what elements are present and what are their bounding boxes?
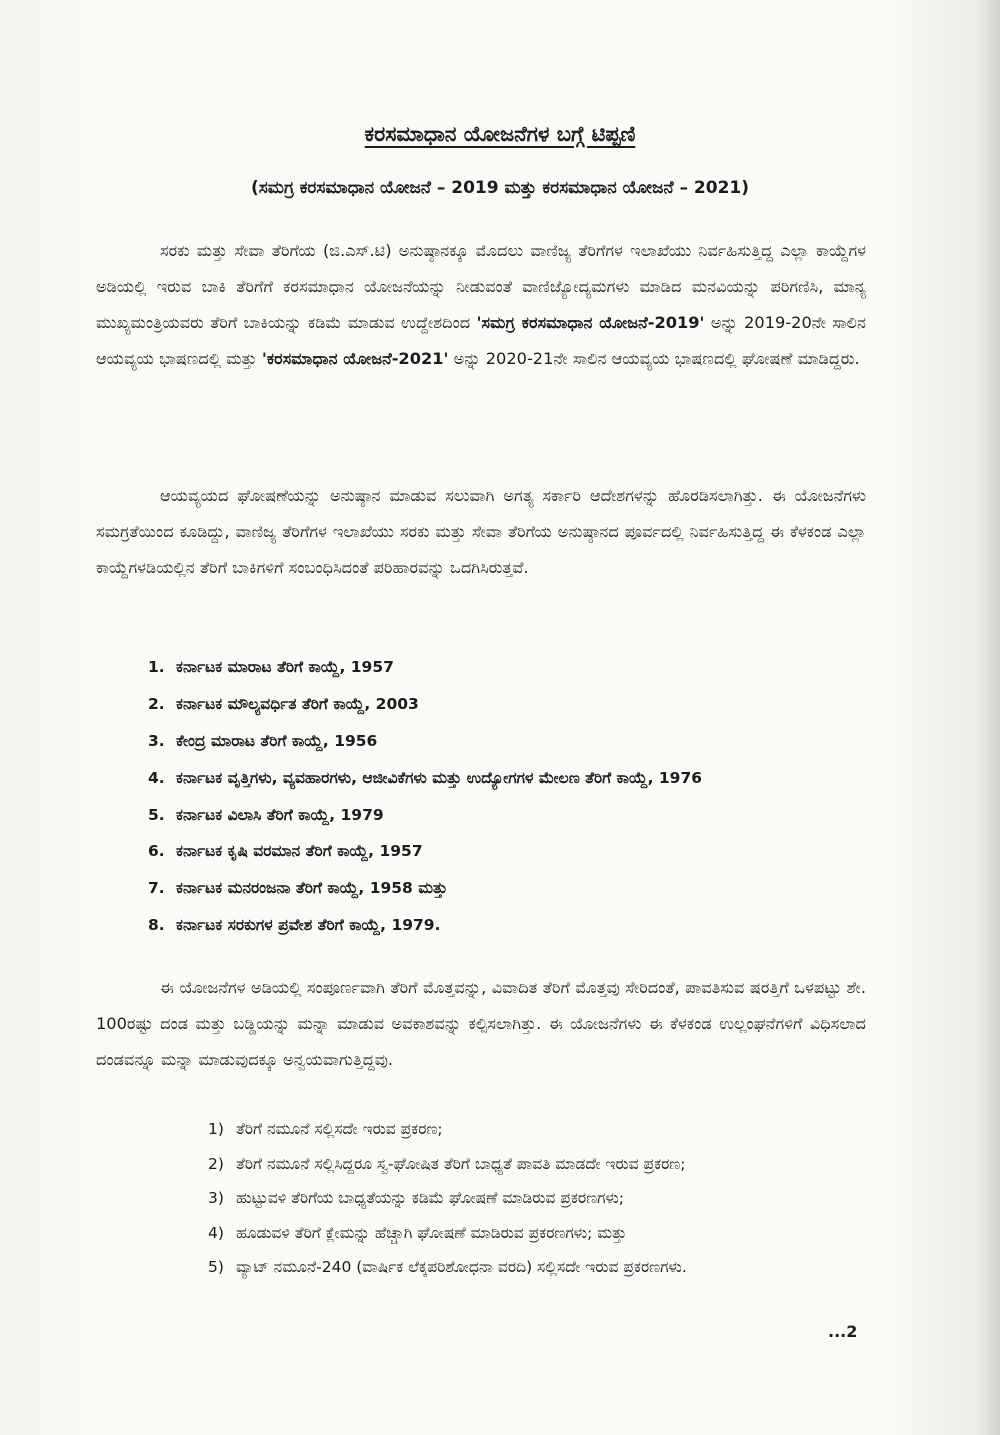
- list-item-text: ಹೂಡುವಳಿ ತೆರಿಗೆ ಕ್ಲೇಮನ್ನು ಹೆಚ್ಚಾಗಿ ಘೋಷಣೆ ಮಾಡಿರುವ ಪ್ರಕರಣಗಳು; ಮತ್ತು: [236, 1223, 627, 1242]
- list-item: [148, 879, 908, 916]
- paragraph-intro-part-b: ಅನ್ನು 2019-20ನೇ ಸಾಲಿನ ಆಯವ್ಯಯ ಭಾಷಣದಲ್ಲಿ ಮತ್ತು: [96, 313, 866, 368]
- list-item: [208, 1120, 908, 1155]
- paragraph-waiver: [96, 970, 866, 1078]
- list-item: [208, 1155, 908, 1190]
- list-item-number: 4.: [148, 768, 165, 787]
- list-item-number: 5.: [148, 805, 165, 824]
- paragraph-orders: [96, 478, 866, 586]
- list-item-number: 8.: [148, 916, 165, 935]
- list-item-number: 7.: [148, 879, 165, 898]
- scheme-name-2019: 'ಸಮಗ್ರ ಕರಸಮಾಧಾನ ಯೋಜನೆ-2019': [476, 313, 705, 332]
- page-edge-shadow: [978, 0, 1000, 1435]
- list-item-text: ಕರ್ನಾಟಕ ಕೃಷಿ ವರಮಾನ ತೆರಿಗೆ ಕಾಯ್ದೆ, 1957: [176, 842, 423, 861]
- list-item-text: ಕರ್ನಾಟಕ ಸರಕುಗಳ ಪ್ರವೇಶ ತೆರಿಗೆ ಕಾಯ್ದೆ, 1979.: [176, 916, 441, 935]
- list-item-text: ತೆರಿಗೆ ನಮೂನೆ ಸಲ್ಲಿಸಿದ್ದರೂ ಸ್ವ-ಘೋಷಿತ ತೆರಿಗೆ ಬಾಧ್ಯತೆ ಪಾವತಿ ಮಾಡದೇ ಇರುವ ಪ್ರಕರಣ;: [236, 1154, 686, 1173]
- list-item-number: 4): [208, 1223, 224, 1242]
- document-title-text: ಕರಸಮಾಧಾನ ಯೋಜನೆಗಳ ಬಗ್ಗೆ ಟಿಪ್ಪಣಿ: [364, 122, 636, 146]
- list-item: [148, 806, 908, 843]
- list-item: [148, 769, 908, 806]
- list-item-text: ಕರ್ನಾಟಕ ವೃತ್ತಿಗಳು, ವ್ಯವಹಾರಗಳು, ಆಜೀವಿಕೆಗಳು ಮತ್ತು ಉದ್ಯೋಗಗಳ ಮೇಲಣ ತೆರಿಗೆ ಕಾಯ್ದೆ, 1976: [176, 768, 703, 787]
- list-item-text: ಕರ್ನಾಟಕ ಮಾರಾಟ ತೆರಿಗೆ ಕಾಯ್ದೆ, 1957: [176, 658, 394, 676]
- list-item-text: ಕರ್ನಾಟಕ ಮೌಲ್ಯವರ್ಧಿತ ತೆರಿಗೆ ಕಾಯ್ದೆ, 2003: [176, 694, 419, 713]
- list-item-number: 3): [208, 1189, 224, 1207]
- paragraph-waiver-text: ಈ ಯೋಜನೆಗಳ ಅಡಿಯಲ್ಲಿ ಸಂಪೂರ್ಣವಾಗಿ ತೆರಿಗೆ ಮೊತ್ತವನ್ನು, ವಿವಾದಿತ ತೆರಿಗೆ ಮೊತ್ತವು ಸೇರಿದಂತೆ, ಪಾವತಿಸುವ ಷರತ್ತಿಗೆ ಒಳಪಟ್ಟು ಶೇ. 100ರಷ್ಟು ದಂಡ ಮತ್ತು ಬಡ್ಡಿಯನ್ನು ಮನ್ನಾ ಮಾಡುವ ಅವಕಾಶವನ್ನು ಕಲ್ಪಿಸಲಾಗಿತ್ತು. ಈ ಯೋಜನೆಗಳು ಈ ಕೆಳಕಂಡ ಉಲ್ಲಂಘನೆಗಳಿಗೆ ವಿಧಿಸಲಾದ ದಂಡವನ್ನೂ ಮನ್ನಾ ಮಾಡುವುದಕ್ಕೂ ಅನ್ವಯವಾಗುತ್ತಿದ್ದವು.: [96, 978, 866, 1069]
- list-item-number: 2): [208, 1154, 224, 1173]
- list-item-text: ಕರ್ನಾಟಕ ವಿಲಾಸಿ ತೆರಿಗೆ ಕಾಯ್ದೆ, 1979: [176, 805, 384, 824]
- list-item-number: 1): [208, 1120, 224, 1138]
- acts-list: [148, 658, 908, 953]
- paragraph-orders-text: ಆಯವ್ಯಯದ ಘೋಷಣೆಯನ್ನು ಅನುಷ್ಠಾನ ಮಾಡುವ ಸಲುವಾಗಿ ಅಗತ್ಯ ಸರ್ಕಾರಿ ಆದೇಶಗಳನ್ನು ಹೊರಡಿಸಲಾಗಿತ್ತು. ಈ ಯೋಜನೆಗಳು ಸಮಗ್ರತೆಯಿಂದ ಕೂಡಿದ್ದು, ವಾಣಿಜ್ಯ ತೆರಿಗೆಗಳ ಇಲಾಖೆಯು ಸರಕು ಮತ್ತು ಸೇವಾ ತೆರಿಗೆಯ ಅನುಷ್ಠಾನದ ಪೂರ್ವದಲ್ಲಿ ನಿರ್ವಹಿಸುತ್ತಿದ್ದ ಈ ಕೆಳಕಂಡ ಎಲ್ಲಾ ಕಾಯ್ದೆಗಳಡಿಯಲ್ಲಿನ ತೆರಿಗೆ ಬಾಕಿಗಳಿಗೆ ಸಂಬಂಧಿಸಿದಂತೆ ಪರಿಹಾರವನ್ನು ಒದಗಿಸಿರುತ್ತವೆ.: [96, 486, 866, 577]
- list-item-text: ಹುಟ್ಟುವಳಿ ತೆರಿಗೆಯ ಬಾಧ್ಯತೆಯನ್ನು ಕಡಿಮೆ ಘೋಷಣೆ ಮಾಡಿರುವ ಪ್ರಕರಣಗಳು;: [236, 1189, 625, 1207]
- list-item-number: 3.: [148, 731, 165, 750]
- list-item-number: 5): [208, 1258, 224, 1276]
- paragraph-intro-part-a: ಸರಕು ಮತ್ತು ಸೇವಾ ತೆರಿಗೆಯ (ಜಿ.ಎಸ್.ಟಿ) ಅನುಷ್ಠಾನಕ್ಕೂ ಮೊದಲು ವಾಣಿಜ್ಯ ತೆರಿಗೆಗಳ ಇಲಾಖೆಯು ನಿರ್ವಹಿಸುತ್ತಿದ್ದ ಎಲ್ಲಾ ಕಾಯ್ದೆಗಳ ಅಡಿಯಲ್ಲಿ ಇರುವ ಬಾಕಿ ತೆರಿಗೆಗೆ ಕರಸಮಾಧಾನ ಯೋಜನೆಯನ್ನು ನೀಡುವಂತೆ ವಾಣಿಜ್ಯೋದ್ಯಮಗಳು ಮಾಡಿದ ಮನವಿಯನ್ನು ಪರಿಗಣಿಸಿ, ಮಾನ್ಯ ಮುಖ್ಯಮಂತ್ರಿಯವರು ತೆರಿಗೆ ಬಾಕಿಯನ್ನು ಕಡಿಮೆ ಮಾಡುವ ಉದ್ದೇಶದಿಂದ: [96, 241, 866, 332]
- list-item: [208, 1189, 908, 1224]
- page-continuation-marker: ...2: [828, 1322, 858, 1341]
- list-item: [208, 1258, 908, 1293]
- paragraph-intro: [96, 233, 866, 377]
- list-item: [148, 732, 908, 769]
- list-item-text: ವ್ಯಾಟ್ ನಮೂನೆ-240 (ವಾರ್ಷಿಕ ಲೆಕ್ಕಪರಿಶೋಧನಾ ವರದಿ) ಸಲ್ಲಿಸದೇ ಇರುವ ಪ್ರಕರಣಗಳು.: [236, 1258, 687, 1276]
- list-item-number: 2.: [148, 694, 165, 713]
- cases-list: [208, 1120, 908, 1293]
- list-item: [148, 695, 908, 732]
- paragraph-intro-part-c: ಅನ್ನು 2020-21ನೇ ಸಾಲಿನ ಆಯವ್ಯಯ ಭಾಷಣದಲ್ಲಿ ಘೋಷಣೆ ಮಾಡಿದ್ದರು.: [453, 349, 860, 368]
- list-item-number: 1.: [148, 658, 165, 676]
- document-title: [0, 122, 1000, 147]
- list-item: [148, 842, 908, 879]
- list-item: [148, 916, 908, 953]
- list-item: [208, 1224, 908, 1259]
- list-item-text: ಕೇಂದ್ರ ಮಾರಾಟ ತೆರಿಗೆ ಕಾಯ್ದೆ, 1956: [176, 731, 378, 750]
- list-item-text: ತೆರಿಗೆ ನಮೂನೆ ಸಲ್ಲಿಸದೇ ಇರುವ ಪ್ರಕರಣ;: [236, 1120, 443, 1138]
- scheme-name-2021: 'ಕರಸಮಾಧಾನ ಯೋಜನೆ-2021': [261, 349, 449, 368]
- list-item: [148, 658, 908, 695]
- document-subtitle: (ಸಮಗ್ರ ಕರಸಮಾಧಾನ ಯೋಜನೆ – 2019 ಮತ್ತು ಕರಸಮಾಧಾನ ಯೋಜನೆ – 2021): [250, 178, 749, 198]
- list-item-text: ಕರ್ನಾಟಕ ಮನರಂಜನಾ ತೆರಿಗೆ ಕಾಯ್ದೆ, 1958 ಮತ್ತು: [176, 879, 448, 898]
- list-item-number: 6.: [148, 842, 165, 861]
